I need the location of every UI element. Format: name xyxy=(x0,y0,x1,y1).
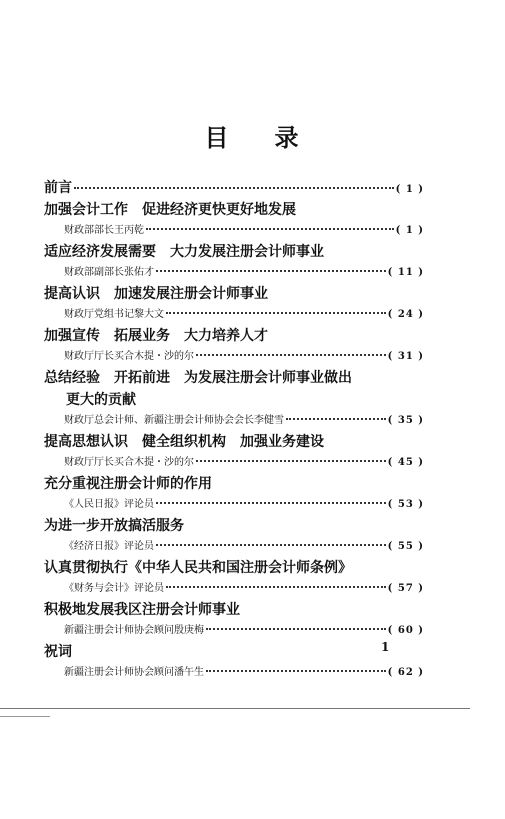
leader-dots xyxy=(206,627,386,630)
entry-author: 《财务与会计》评论员 xyxy=(64,583,164,594)
toc-entry-author xyxy=(44,347,424,362)
page-ref: ( 31 ) xyxy=(387,351,424,362)
toc-entry-title[interactable] xyxy=(44,515,424,535)
entry-author: 《人民日报》评论员 xyxy=(64,499,154,510)
page-title xyxy=(0,118,505,153)
entry-title-cont: 更大的贡献 xyxy=(66,392,136,408)
entry-title: 祝词 xyxy=(44,644,72,660)
leader-dots xyxy=(166,585,386,588)
page-ref: ( 35 ) xyxy=(387,415,424,426)
leader-dots xyxy=(146,227,394,230)
page-ref: ( 57 ) xyxy=(387,583,424,594)
toc-entry-preface[interactable] xyxy=(44,177,424,197)
leader-dots xyxy=(166,311,386,314)
leader-dots xyxy=(206,669,386,672)
entry-title: 提高思想认识 健全组织机构 加强业务建设 xyxy=(44,434,324,450)
toc-entry-author xyxy=(44,663,424,678)
toc-entry-title[interactable] xyxy=(44,599,424,619)
toc-entry-author xyxy=(44,621,424,636)
page-ref: ( 62 ) xyxy=(387,667,424,678)
entry-title: 适应经济发展需要 大力发展注册会计师事业 xyxy=(44,244,324,260)
toc-entry-title[interactable] xyxy=(44,473,424,493)
page-ref: ( 55 ) xyxy=(387,541,424,552)
entry-title: 前言 xyxy=(44,180,72,196)
entry-author: 财政部部长王丙乾 xyxy=(64,225,144,236)
toc-entry-title[interactable] xyxy=(44,325,424,345)
toc-entry-author xyxy=(44,579,424,594)
entry-author: 财政厅总会计师、新疆注册会计师协会会长李健雪 xyxy=(64,415,284,426)
page-ref: ( 11 ) xyxy=(387,267,424,278)
leader-dots xyxy=(156,501,386,504)
toc-entry-title[interactable] xyxy=(44,641,424,661)
entry-author: 新疆注册会计师协会顾问潘午生 xyxy=(64,667,204,678)
leader-dots xyxy=(196,459,386,462)
toc-entry-title[interactable] xyxy=(44,199,424,219)
toc-entry-title[interactable] xyxy=(44,367,424,387)
footer-rule-short xyxy=(0,716,50,717)
toc-entry-title[interactable] xyxy=(44,283,424,303)
toc-entry-author xyxy=(44,305,424,320)
page-ref: ( 24 ) xyxy=(387,309,424,320)
entry-author: 财政厅厅长买合木提・沙的尔 xyxy=(64,351,194,362)
leader-dots xyxy=(74,186,394,189)
entry-author: 《经济日报》评论员 xyxy=(64,541,154,552)
leader-dots xyxy=(156,543,386,546)
toc-entry-author xyxy=(44,411,424,426)
title-char-1: 目 xyxy=(204,123,231,152)
entry-author: 财政部副部长张佑才 xyxy=(64,267,154,278)
toc-entry-author xyxy=(44,537,424,552)
entry-author: 新疆注册会计师协会顾问殷庚梅 xyxy=(64,625,204,636)
page-ref: ( 1 ) xyxy=(395,184,424,195)
entry-author: 财政厅党组书记黎大文 xyxy=(64,309,164,320)
toc-entry-title[interactable] xyxy=(44,431,424,451)
entry-author: 财政厅厅长买合木提・沙的尔 xyxy=(64,457,194,468)
toc-entry-author xyxy=(44,263,424,278)
toc-entry-author xyxy=(44,495,424,510)
footer-rule xyxy=(0,708,470,709)
page-ref: ( 45 ) xyxy=(387,457,424,468)
entry-title: 认真贯彻执行《中华人民共和国注册会计师条例》 xyxy=(44,560,352,576)
entry-title: 充分重视注册会计师的作用 xyxy=(44,476,212,492)
page-ref: ( 1 ) xyxy=(395,225,424,236)
title-char-2: 录 xyxy=(274,123,301,152)
leader-dots xyxy=(196,353,386,356)
entry-title: 加强会计工作 促进经济更快更好地发展 xyxy=(44,202,296,218)
leader-dots xyxy=(286,417,386,420)
toc-entry-author xyxy=(44,453,424,468)
page-number: 1 xyxy=(381,640,390,654)
toc-entry-title[interactable] xyxy=(44,557,424,577)
entry-title: 提高认识 加速发展注册会计师事业 xyxy=(44,286,268,302)
page-ref: ( 53 ) xyxy=(387,499,424,510)
entry-title: 为进一步开放搞活服务 xyxy=(44,518,184,534)
page-ref: ( 60 ) xyxy=(387,625,424,636)
toc-entry-title[interactable] xyxy=(44,241,424,261)
leader-dots xyxy=(156,269,386,272)
toc-entry-author xyxy=(44,221,424,236)
toc-entry-title-continued xyxy=(44,389,424,409)
entry-title: 加强宣传 拓展业务 大力培养人才 xyxy=(44,328,268,344)
entry-title: 积极地发展我区注册会计师事业 xyxy=(44,602,240,618)
entry-title: 总结经验 开拓前进 为发展注册会计师事业做出 xyxy=(44,370,352,386)
